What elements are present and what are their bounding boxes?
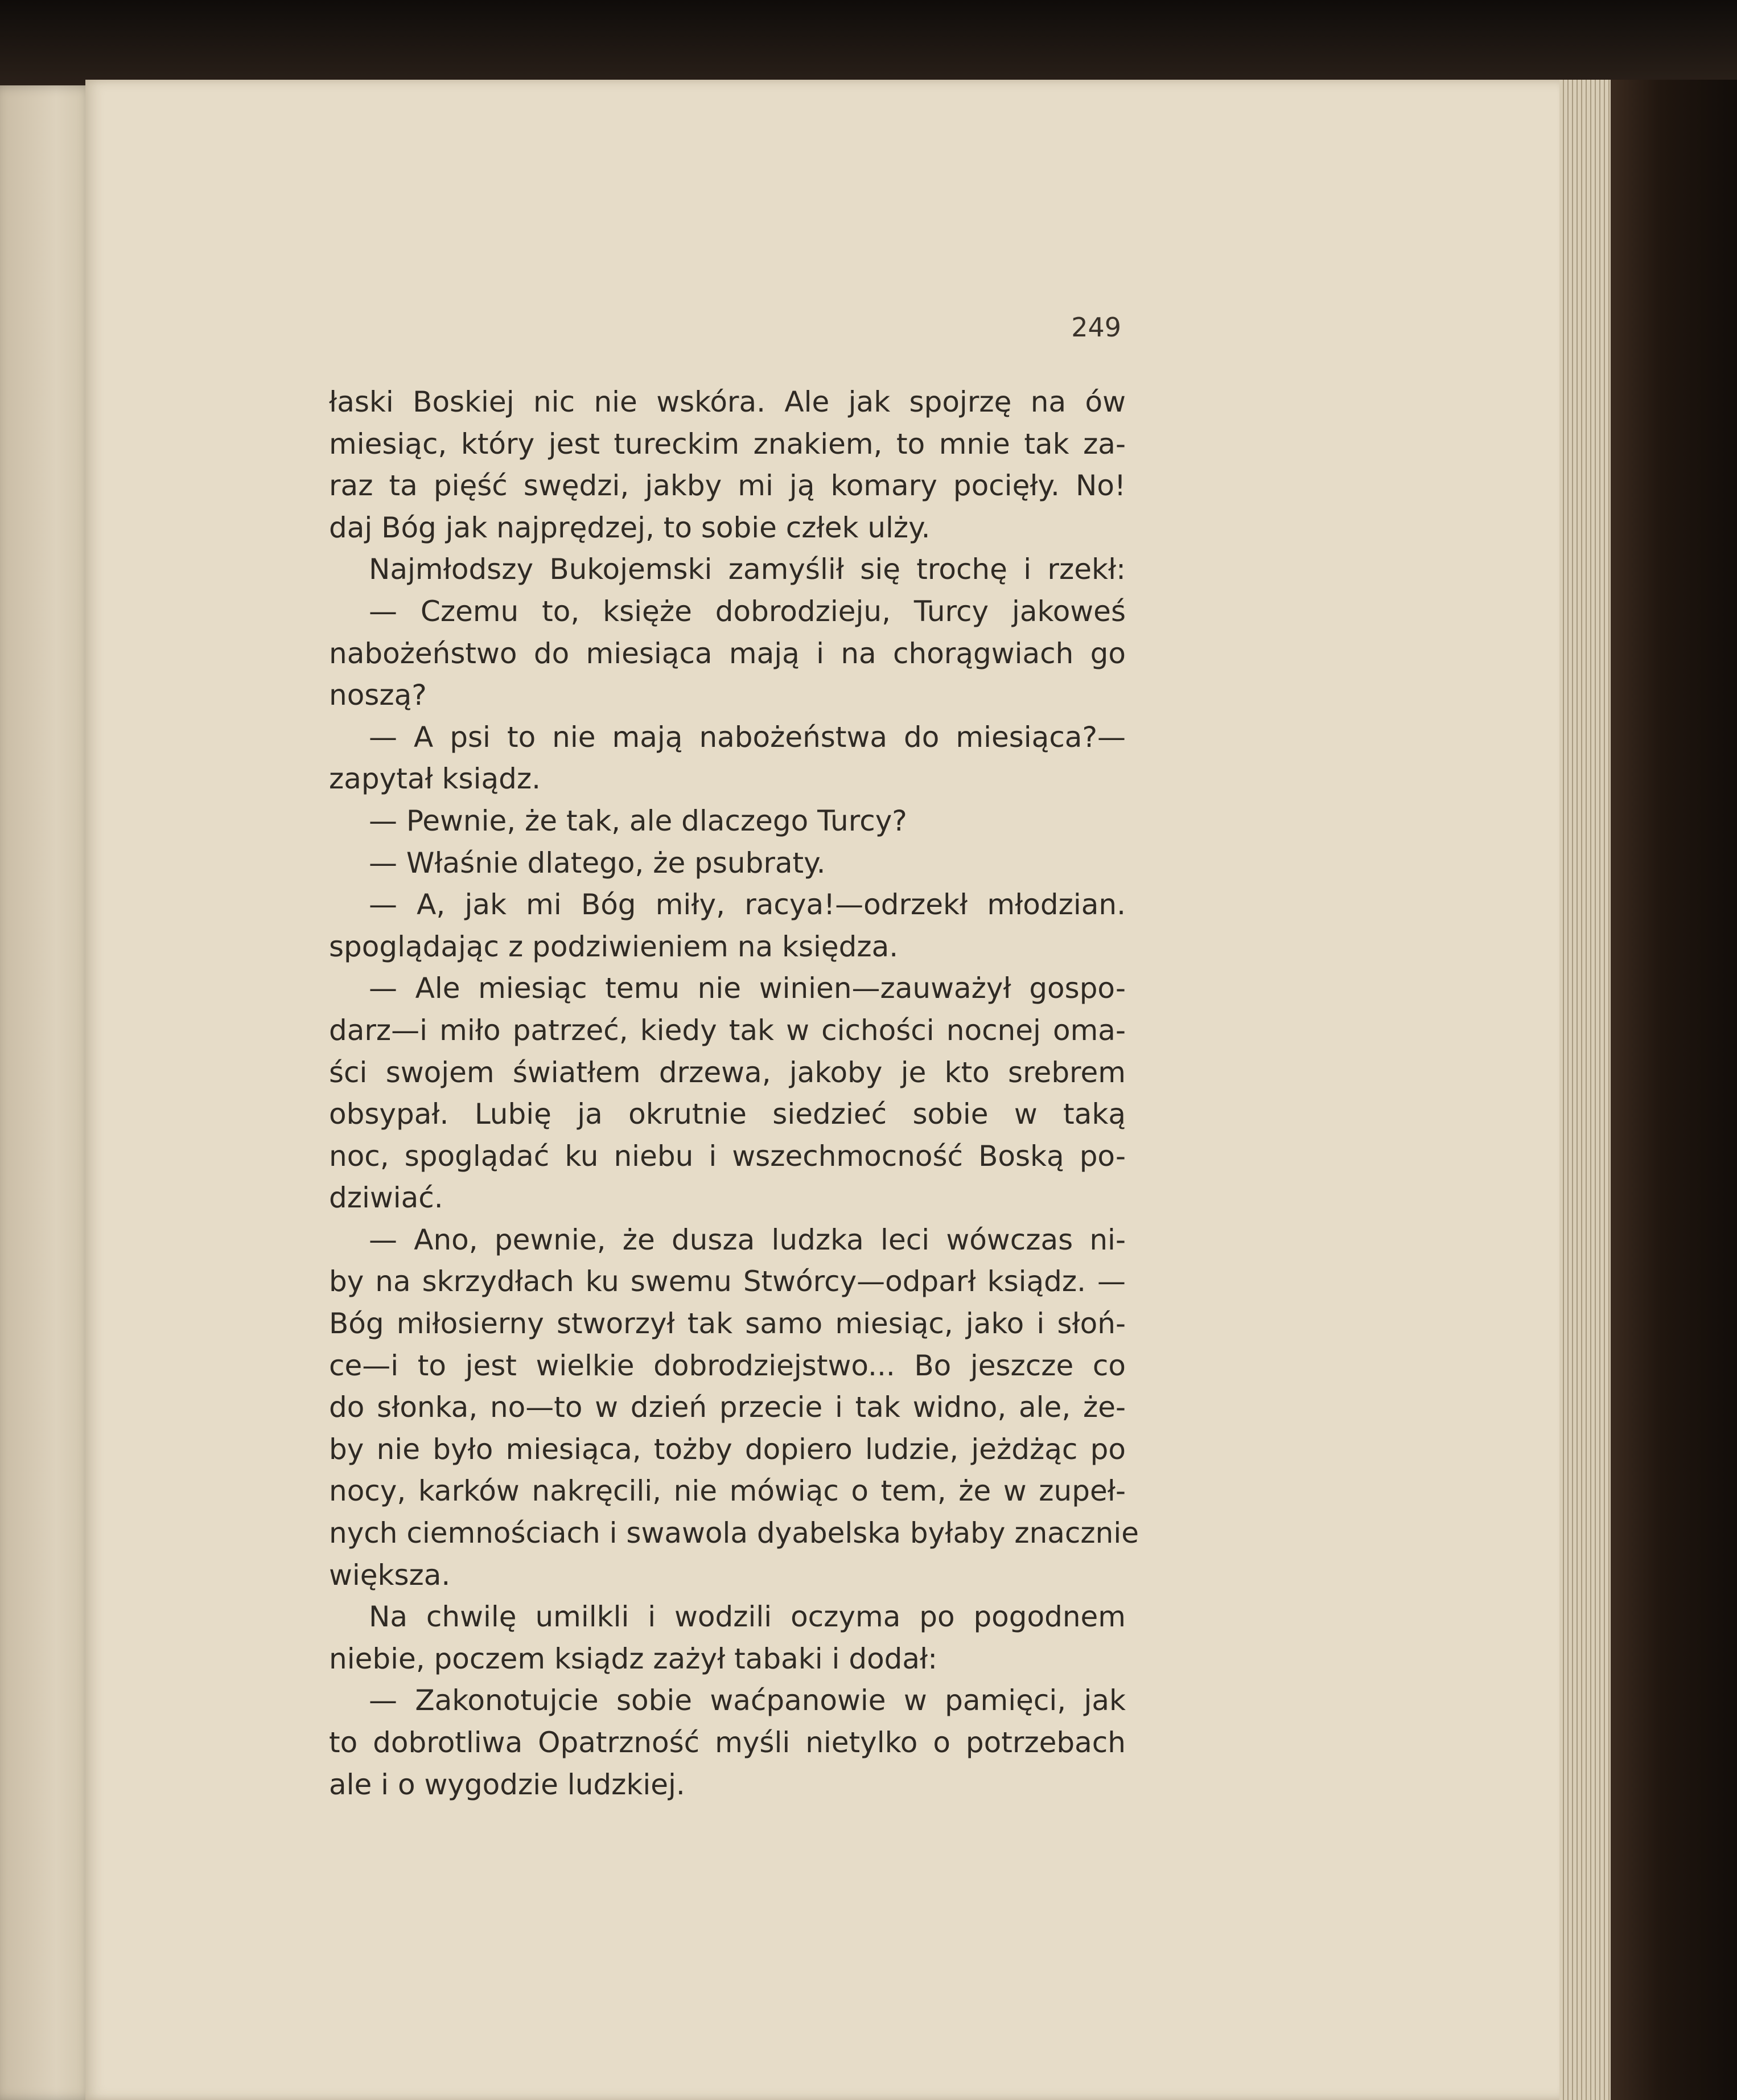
text-line: nabożeństwo do miesiąca mają i na chorągwiach go xyxy=(329,636,1126,670)
text-line: zapytał ksiądz. xyxy=(329,762,541,796)
text-line: łaski Boskiej nic nie wskóra. Ale jak spojrzę na ów xyxy=(329,385,1126,418)
text-line: ale i o wygodzie ludzkiej. xyxy=(329,1768,685,1801)
text-line: noc, spoglądać ku niebu i wszechmocność Boską po- xyxy=(329,1139,1126,1173)
text-line: dziwiać. xyxy=(329,1181,443,1215)
text-line: Na chwilę umilkli i wodzili oczyma po pogodnem xyxy=(369,1600,1126,1634)
text-line: — Czemu to, księże dobrodzieju, Turcy jakoweś xyxy=(369,594,1126,628)
text-line: by na skrzydłach ku swemu Stwórcy—odparł ksiądz. — xyxy=(329,1265,1126,1298)
page-number: 249 xyxy=(1071,312,1121,343)
text-line: Bóg miłosierny stworzył tak samo miesiąc, jako i słoń- xyxy=(329,1307,1126,1341)
text-line: spoglądając z podziwieniem na księdza. xyxy=(329,930,899,963)
body-text xyxy=(329,381,1139,1806)
book-cover-edge xyxy=(1611,80,1737,2100)
text-line: niebie, poczem ksiądz zażył tabaki i dodał: xyxy=(329,1642,938,1675)
text-line: daj Bóg jak najprędzej, to sobie człek ulży. xyxy=(329,511,931,544)
text-line: to dobrotliwa Opatrzność myśli nietylko o potrzebach xyxy=(329,1726,1126,1759)
text-line: ce—i to jest wielkie dobrodziejstwo... Bo jeszcze co xyxy=(329,1349,1126,1382)
text-line: obsypał. Lubię ja okrutnie siedzieć sobie w taką xyxy=(329,1098,1126,1131)
text-line: Najmłodszy Bukojemski zamyślił się trochę i rzekł: xyxy=(369,553,1126,586)
text-line: ści swojem światłem drzewa, jakoby je kto srebrem xyxy=(329,1055,1126,1089)
page-stack-edges xyxy=(1559,80,1613,2100)
text-line: miesiąc, który jest tureckim znakiem, to mnie tak za- xyxy=(329,427,1126,461)
text-line: raz ta pięść swędzi, jakby mi ją komary pocięły. No! xyxy=(329,469,1126,503)
text-line: do słonka, no—to w dzień przecie i tak widno, ale, że- xyxy=(329,1391,1126,1424)
background-top xyxy=(0,0,1737,85)
text-line: — Ale miesiąc temu nie winien—zauważył gospo- xyxy=(369,972,1126,1005)
text-line: — Pewnie, że tak, ale dlaczego Turcy? xyxy=(369,804,907,837)
text-line: — Zakonotujcie sobie waćpanowie w pamięci, jak xyxy=(369,1684,1126,1717)
text-line: — Właśnie dlatego, że psubraty. xyxy=(369,846,826,880)
text-line: — Ano, pewnie, że dusza ludzka leci wówczas ni- xyxy=(369,1223,1126,1256)
text-line: — A, jak mi Bóg miły, racya!—odrzekł młodzian. xyxy=(369,888,1126,922)
text-line: — A psi to nie mają nabożeństwa do miesiąca?— xyxy=(369,720,1126,754)
text-line: nych ciemnościach i swawola dyabelska byłaby znacznie xyxy=(329,1517,1139,1550)
left-page-edge xyxy=(0,85,94,2100)
text-line: noszą? xyxy=(329,679,427,712)
text-line: darz—i miło patrzeć, kiedy tak w cichości nocnej oma- xyxy=(329,1013,1126,1047)
text-line: nocy, karków nakręcili, nie mówiąc o tem, że w zupeł- xyxy=(329,1474,1126,1508)
text-line: większa. xyxy=(329,1558,451,1592)
text-line: by nie było miesiąca, tożby dopiero ludzie, jeżdżąc po xyxy=(329,1432,1126,1466)
